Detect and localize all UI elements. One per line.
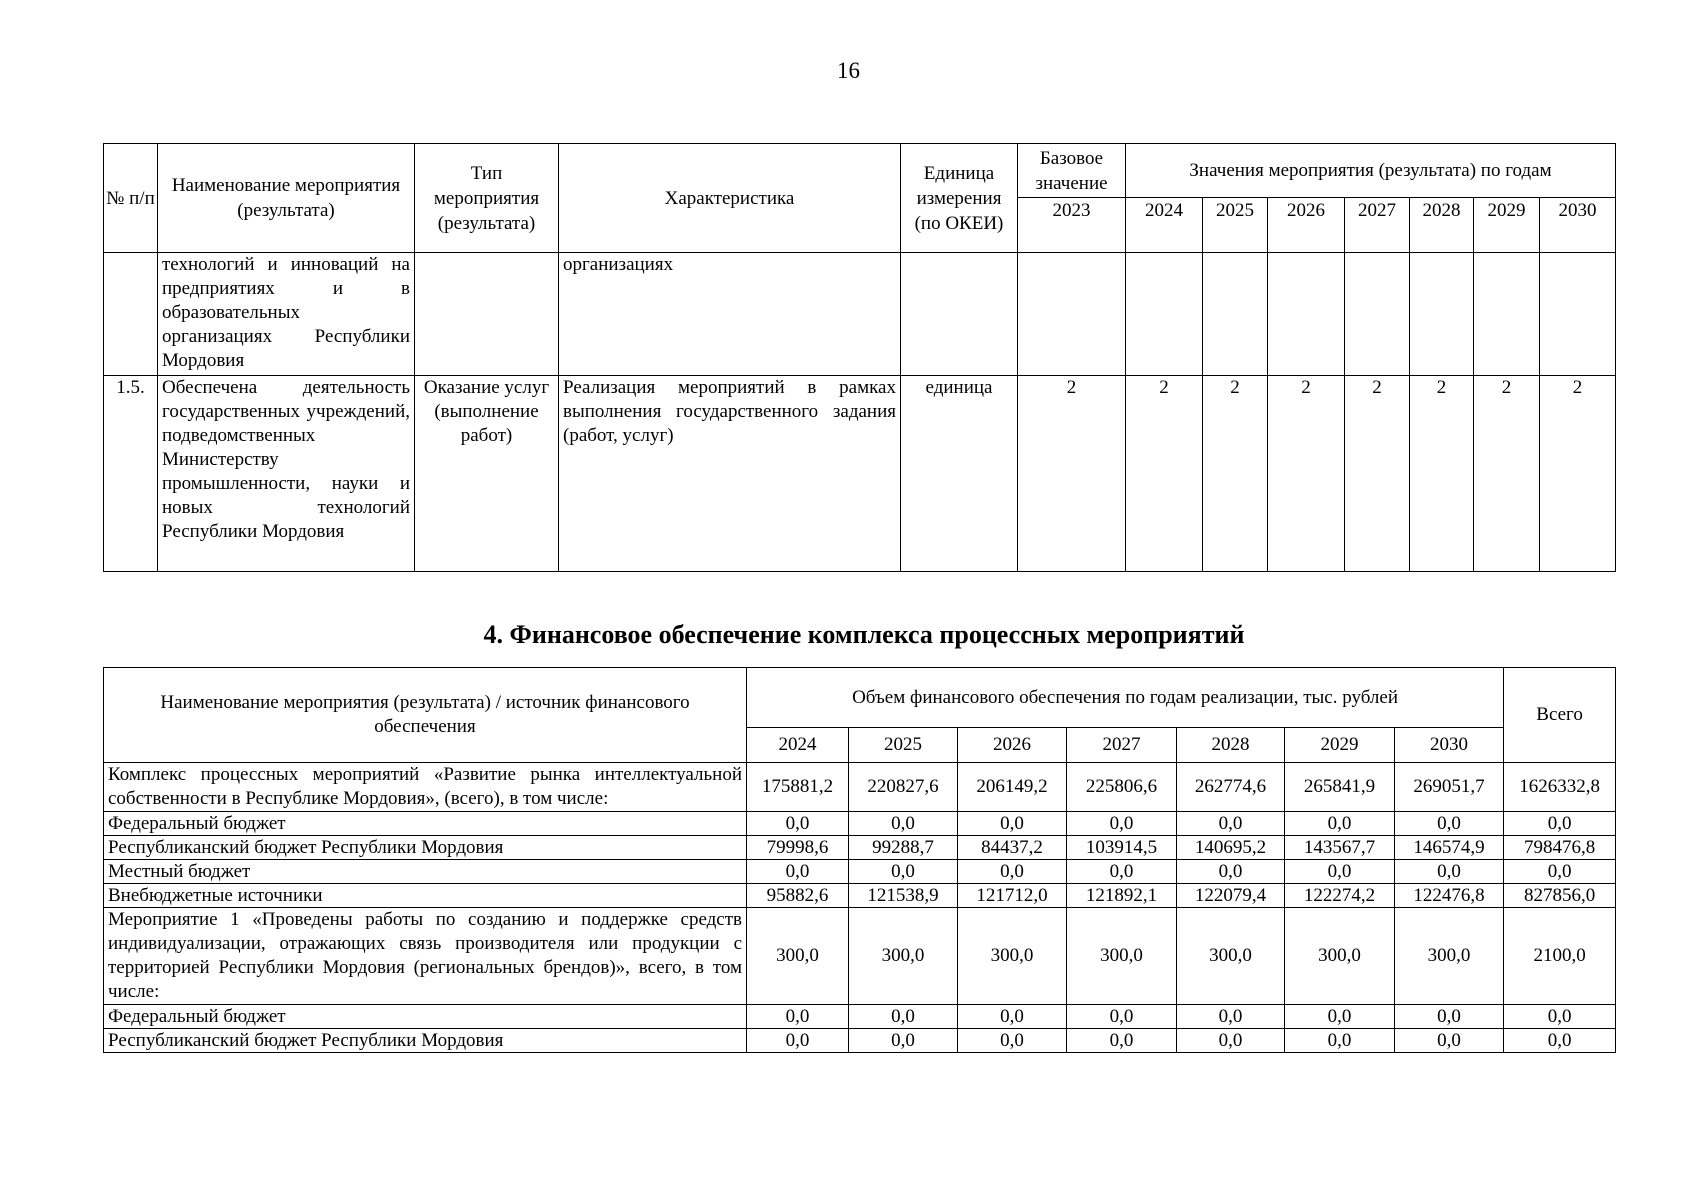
cell-value: 300,0: [747, 908, 849, 1005]
header-name: Наименование мероприятия (результата): [158, 144, 415, 253]
cell-value: 220827,6: [849, 763, 958, 812]
cell-value: 0,0: [1395, 812, 1504, 836]
header-characteristic: Характеристика: [559, 144, 901, 253]
cell-value: 262774,6: [1177, 763, 1285, 812]
cell-value: 95882,6: [747, 884, 849, 908]
cell-value: 0,0: [747, 812, 849, 836]
cell-total: 798476,8: [1504, 836, 1616, 860]
cell-value: 0,0: [849, 860, 958, 884]
header-year: 2024: [747, 728, 849, 763]
header-year: 2024: [1126, 198, 1203, 253]
table-row: [104, 376, 1616, 572]
cell-value: 2: [1345, 376, 1410, 572]
cell-value: 122274,2: [1285, 884, 1395, 908]
cell-value: 0,0: [747, 860, 849, 884]
header-year: 2029: [1285, 728, 1395, 763]
cell-value: [1126, 253, 1203, 376]
cell-value: 2: [1126, 376, 1203, 572]
header-year: 2030: [1540, 198, 1616, 253]
cell-value: 300,0: [849, 908, 958, 1005]
cell-value: 0,0: [849, 812, 958, 836]
cell-value: 0,0: [1177, 812, 1285, 836]
cell-name: технологий и инноваций на предприятиях и в образовательных организациях Республики Мордовия: [158, 253, 415, 376]
cell-value: 300,0: [1177, 908, 1285, 1005]
cell-value: 300,0: [1285, 908, 1395, 1005]
header-values-by-years: Значения мероприятия (результата) по годам: [1126, 144, 1616, 198]
table-row: [104, 812, 1616, 836]
cell-value: 0,0: [958, 860, 1067, 884]
cell-value: 300,0: [1067, 908, 1177, 1005]
financing-table: [103, 667, 1616, 1053]
cell-total: 0,0: [1504, 860, 1616, 884]
table-row: [104, 884, 1616, 908]
cell-value: 0,0: [1285, 860, 1395, 884]
header-year: 2025: [849, 728, 958, 763]
cell-value: 0,0: [849, 1005, 958, 1029]
cell-total: 2100,0: [1504, 908, 1616, 1005]
cell-value: 121892,1: [1067, 884, 1177, 908]
header-num: № п/п: [104, 144, 158, 253]
cell-value: 300,0: [958, 908, 1067, 1005]
cell-name: Обеспечена деятельность государственных учреждений, подведомственных Министерству промышленности, науки и новых технологий Республики Мордовия: [158, 376, 415, 572]
cell-name: Мероприятие 1 «Проведены работы по созданию и поддержке средств индивидуализации, отражающих связь производителя или продукции с территорией Республики Мордовия (региональных брендов)», всего, в том числе:: [104, 908, 747, 1005]
cell-num: [104, 253, 158, 376]
header-name: Наименование мероприятия (результата) / источник финансового обеспечения: [104, 668, 747, 763]
cell-value: 2: [1268, 376, 1345, 572]
cell-value: 300,0: [1395, 908, 1504, 1005]
cell-value: 2: [1203, 376, 1268, 572]
cell-name: Республиканский бюджет Республики Мордовия: [104, 1029, 747, 1053]
cell-value: 0,0: [1067, 1005, 1177, 1029]
cell-value: 0,0: [849, 1029, 958, 1053]
header-year: 2029: [1474, 198, 1540, 253]
cell-value: 2: [1540, 376, 1616, 572]
cell-value: 0,0: [1395, 1029, 1504, 1053]
header-volume: Объем финансового обеспечения по годам реализации, тыс. рублей: [747, 668, 1504, 728]
cell-total: 1626332,8: [1504, 763, 1616, 812]
header-year: 2026: [958, 728, 1067, 763]
cell-value: 206149,2: [958, 763, 1067, 812]
cell-value: 0,0: [1067, 812, 1177, 836]
cell-value: 0,0: [958, 1029, 1067, 1053]
header-year: 2027: [1067, 728, 1177, 763]
cell-value: 0,0: [958, 812, 1067, 836]
table-row: [104, 836, 1616, 860]
header-year: 2025: [1203, 198, 1268, 253]
cell-name: Комплекс процессных мероприятий «Развитие рынка интеллектуальной собственности в Республике Мордовия», (всего), в том числе:: [104, 763, 747, 812]
cell-value: 0,0: [1285, 1029, 1395, 1053]
cell-value: [1268, 253, 1345, 376]
cell-value: 0,0: [1177, 1029, 1285, 1053]
cell-type: Оказание услуг (выполнение работ): [415, 376, 559, 572]
cell-base: [1018, 253, 1126, 376]
cell-value: 0,0: [747, 1005, 849, 1029]
table-row: [104, 1029, 1616, 1053]
cell-value: [1203, 253, 1268, 376]
header-base-year: 2023: [1018, 198, 1126, 253]
cell-total: 0,0: [1504, 1029, 1616, 1053]
table-row: [104, 253, 1616, 376]
cell-name: Внебюджетные источники: [104, 884, 747, 908]
cell-value: 0,0: [1395, 860, 1504, 884]
page-number: 16: [837, 58, 860, 83]
cell-value: 143567,7: [1285, 836, 1395, 860]
cell-value: 122079,4: [1177, 884, 1285, 908]
cell-value: [1410, 253, 1474, 376]
cell-value: 0,0: [747, 1029, 849, 1053]
cell-value: 122476,8: [1395, 884, 1504, 908]
cell-name: Федеральный бюджет: [104, 812, 747, 836]
header-year: 2030: [1395, 728, 1504, 763]
section-title: 4. Финансовое обеспечение комплекса процессных мероприятий: [483, 620, 1245, 649]
cell-value: 0,0: [1067, 860, 1177, 884]
cell-value: 146574,9: [1395, 836, 1504, 860]
cell-value: [1345, 253, 1410, 376]
cell-unit: [901, 253, 1018, 376]
table-row: [104, 908, 1616, 1005]
cell-unit: единица: [901, 376, 1018, 572]
cell-value: 0,0: [1067, 1029, 1177, 1053]
header-base-value: Базовое значение: [1018, 144, 1126, 198]
cell-value: 269051,7: [1395, 763, 1504, 812]
cell-value: 0,0: [958, 1005, 1067, 1029]
cell-total: 827856,0: [1504, 884, 1616, 908]
cell-num: 1.5.: [104, 376, 158, 572]
cell-value: 2: [1474, 376, 1540, 572]
header-type: Тип мероприятия (результата): [415, 144, 559, 253]
header-year: 2026: [1268, 198, 1345, 253]
cell-value: 225806,6: [1067, 763, 1177, 812]
table-row: [104, 763, 1616, 812]
cell-name: Республиканский бюджет Республики Мордовия: [104, 836, 747, 860]
results-table: [103, 143, 1616, 572]
cell-value: 0,0: [1177, 860, 1285, 884]
cell-value: 0,0: [1177, 1005, 1285, 1029]
cell-name: Федеральный бюджет: [104, 1005, 747, 1029]
cell-value: 2: [1410, 376, 1474, 572]
header-unit: Единица измерения (по ОКЕИ): [901, 144, 1018, 253]
cell-value: [1474, 253, 1540, 376]
cell-value: 175881,2: [747, 763, 849, 812]
cell-name: Местный бюджет: [104, 860, 747, 884]
header-year: 2027: [1345, 198, 1410, 253]
cell-value: 79998,6: [747, 836, 849, 860]
header-year: 2028: [1177, 728, 1285, 763]
cell-total: 0,0: [1504, 1005, 1616, 1029]
header-year: 2028: [1410, 198, 1474, 253]
cell-characteristic: Реализация мероприятий в рамках выполнения государственного задания (работ, услуг): [559, 376, 901, 572]
header-total: Всего: [1504, 668, 1616, 763]
cell-value: 99288,7: [849, 836, 958, 860]
cell-value: 0,0: [1395, 1005, 1504, 1029]
cell-base: 2: [1018, 376, 1126, 572]
cell-value: 140695,2: [1177, 836, 1285, 860]
table-row: [104, 1005, 1616, 1029]
cell-characteristic: организациях: [559, 253, 901, 376]
cell-value: 121712,0: [958, 884, 1067, 908]
cell-total: 0,0: [1504, 812, 1616, 836]
cell-type: [415, 253, 559, 376]
table-row: [104, 860, 1616, 884]
cell-value: [1540, 253, 1616, 376]
cell-value: 0,0: [1285, 812, 1395, 836]
cell-value: 265841,9: [1285, 763, 1395, 812]
cell-value: 0,0: [1285, 1005, 1395, 1029]
cell-value: 103914,5: [1067, 836, 1177, 860]
cell-value: 121538,9: [849, 884, 958, 908]
cell-value: 84437,2: [958, 836, 1067, 860]
